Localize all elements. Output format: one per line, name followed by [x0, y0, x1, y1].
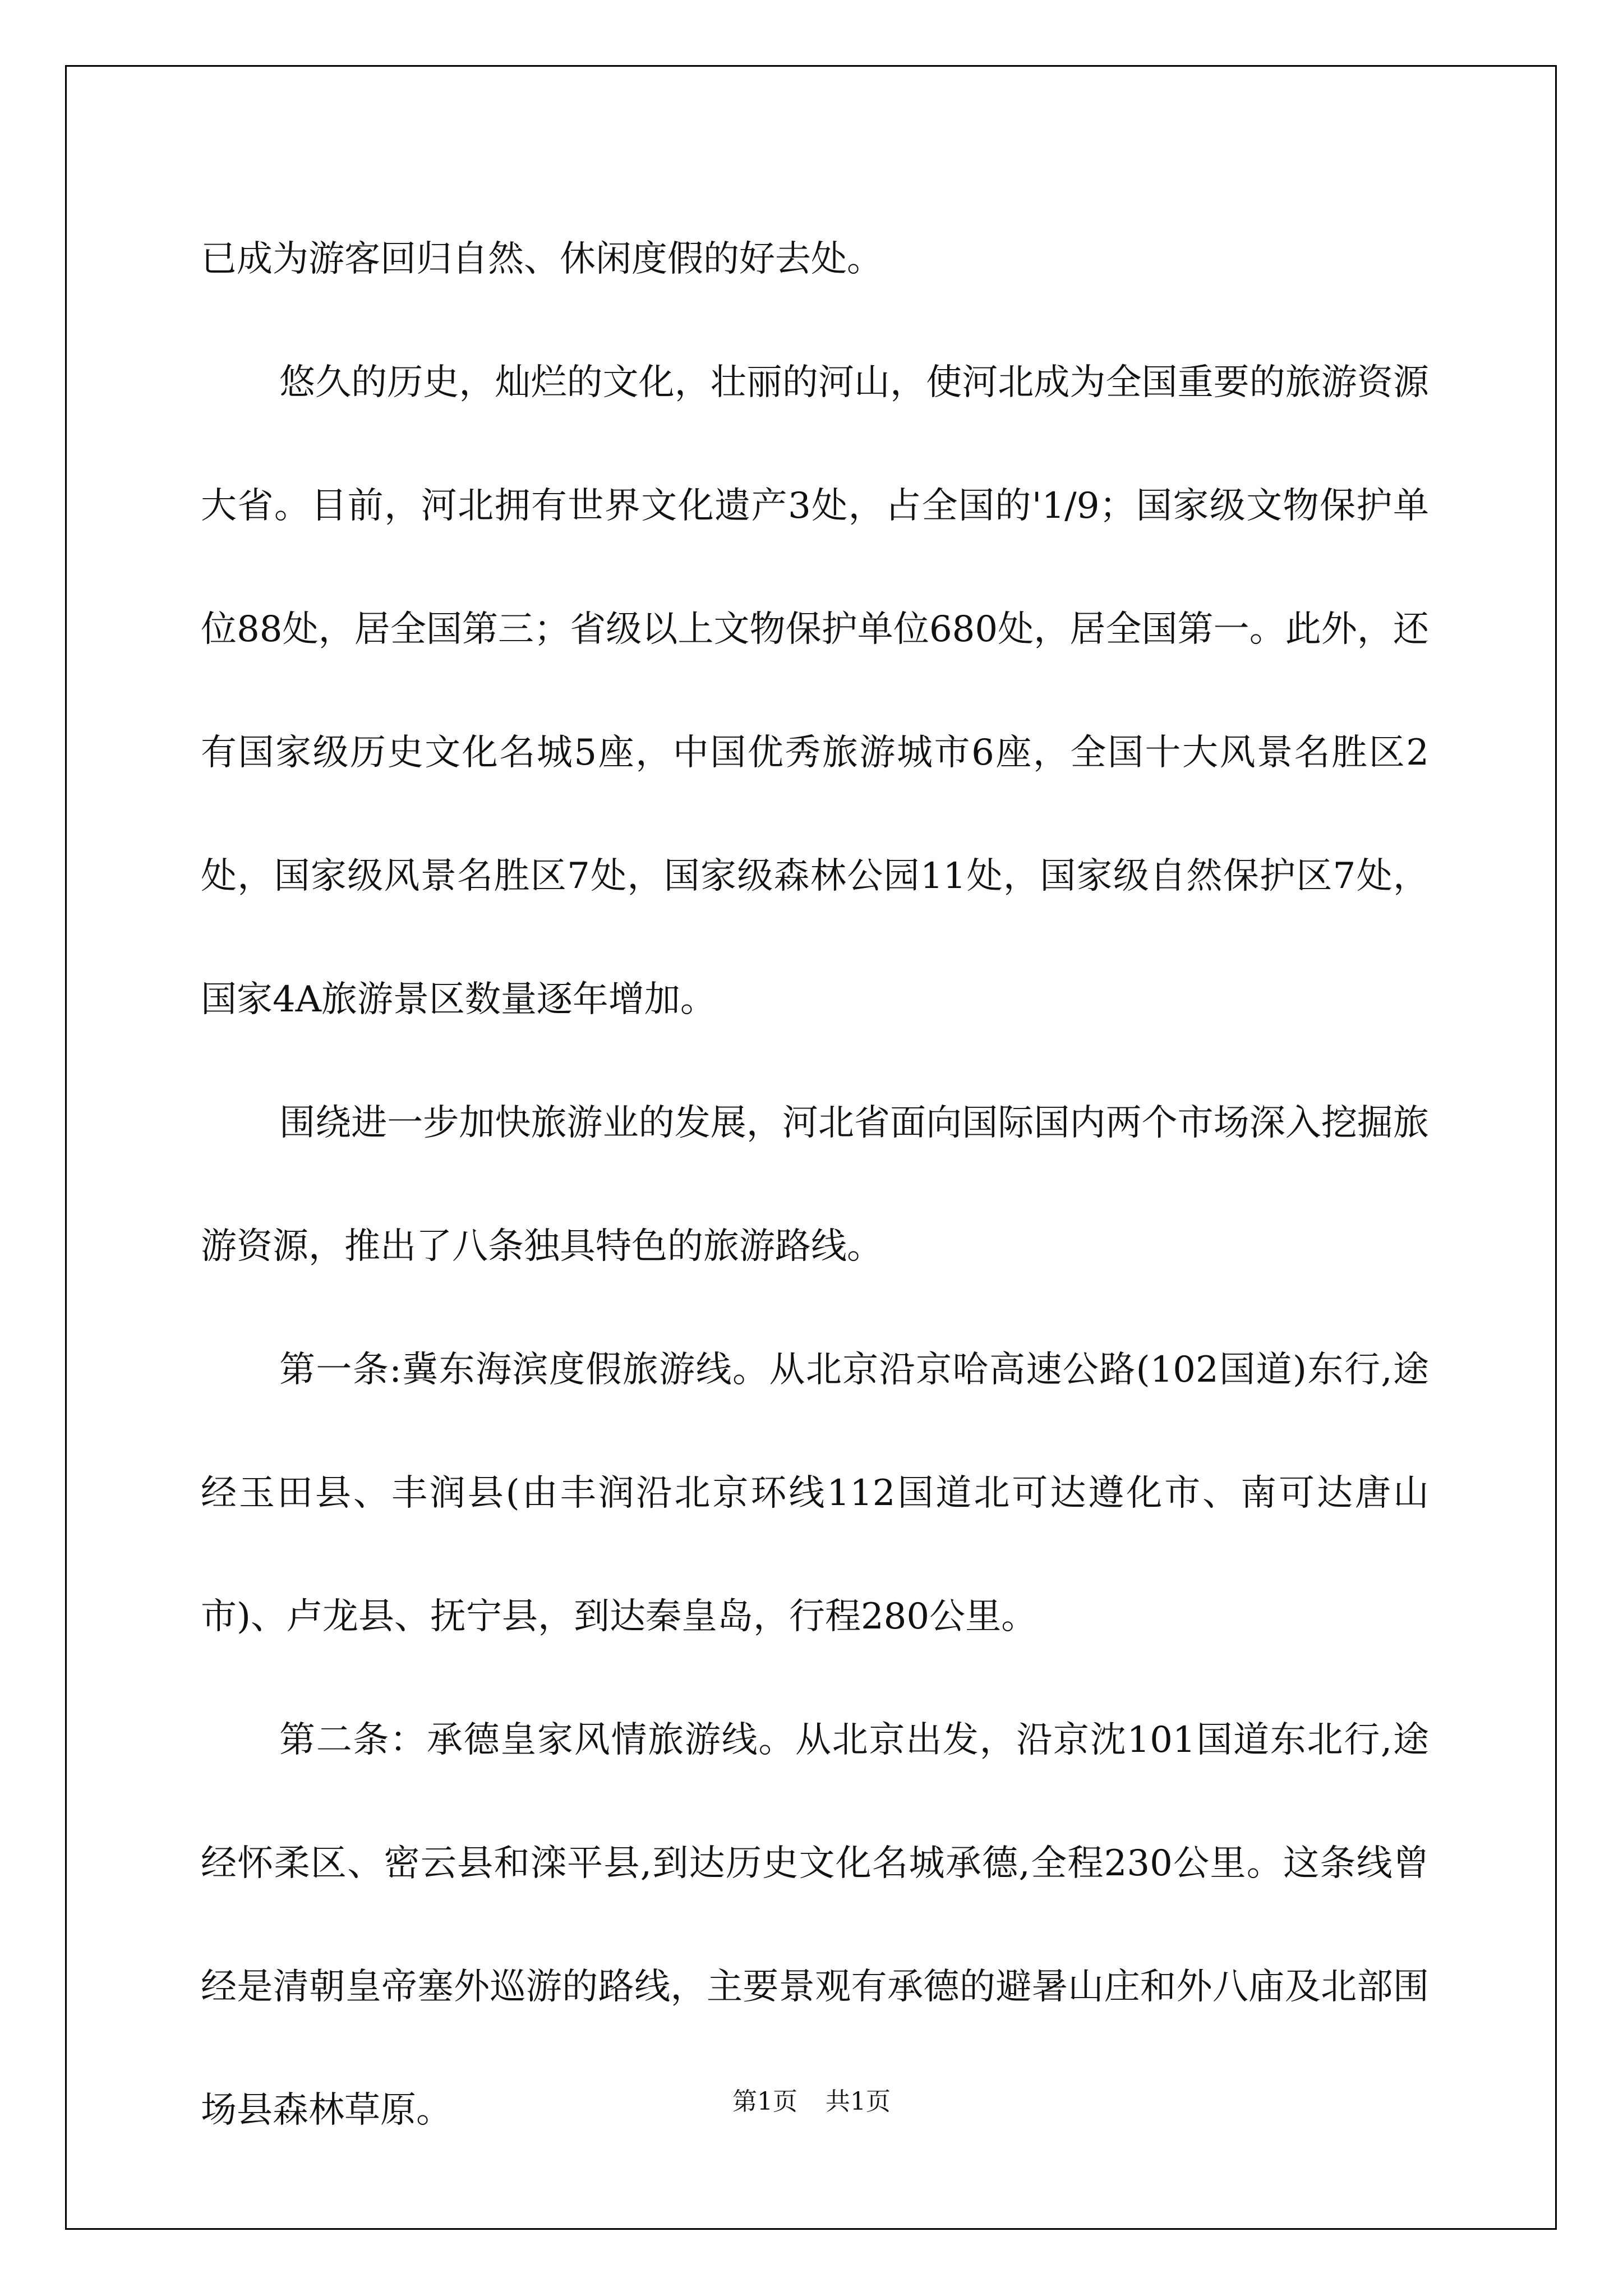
paragraph: 悠久的历史，灿烂的文化，壮丽的河山，使河北成为全国重要的旅游资源大省。目前，河北拥有世界文化遗产3处，占全国的'1/9；国家级文物保护单位88处，居全国第三；省级以上文物保护单位680处，居全国第一。此外，还有国家级历史文化名城5座，中国优秀旅游城市6座，全国十大风景名胜区2处，国家级风景名胜区7处，国家级森林公园11处，国家级自然保护区7处，国家4A旅游景区数量逐年增加。 [201, 362, 1429, 1020]
page-total: 共1页 [826, 2087, 891, 2116]
paragraph: 第一条:冀东海滨度假旅游线。从北京沿京哈高速公路(102国道)东行,途经玉田县、丰润县(由丰润沿北京环线112国道北可达遵化市、南可达唐山市)、卢龙县、抚宁县，到达秦皇岛，行程280公里。 [201, 1349, 1429, 1637]
paragraph: 已成为游客回归自然、休闲度假的好去处。 [201, 238, 883, 280]
page-footer [0, 2081, 1623, 2117]
paragraph: 围绕进一步加快旅游业的发展，河北省面向国际国内两个市场深入挖掘旅游资源，推出了八条独具特色的旅游路线。 [201, 1102, 1429, 1267]
document-body [201, 197, 1429, 2172]
paragraph: 第二条：承德皇家风情旅游线。从北京出发，沿京沈101国道东北行,途经怀柔区、密云县和滦平县,到达历史文化名城承德,全程230公里。这条线曾经是清朝皇帝塞外巡游的路线，主要景观有承德的避暑山庄和外八庙及北部围场县森林草原。 [201, 1719, 1429, 2131]
page-number: 第1页 [732, 2087, 797, 2116]
